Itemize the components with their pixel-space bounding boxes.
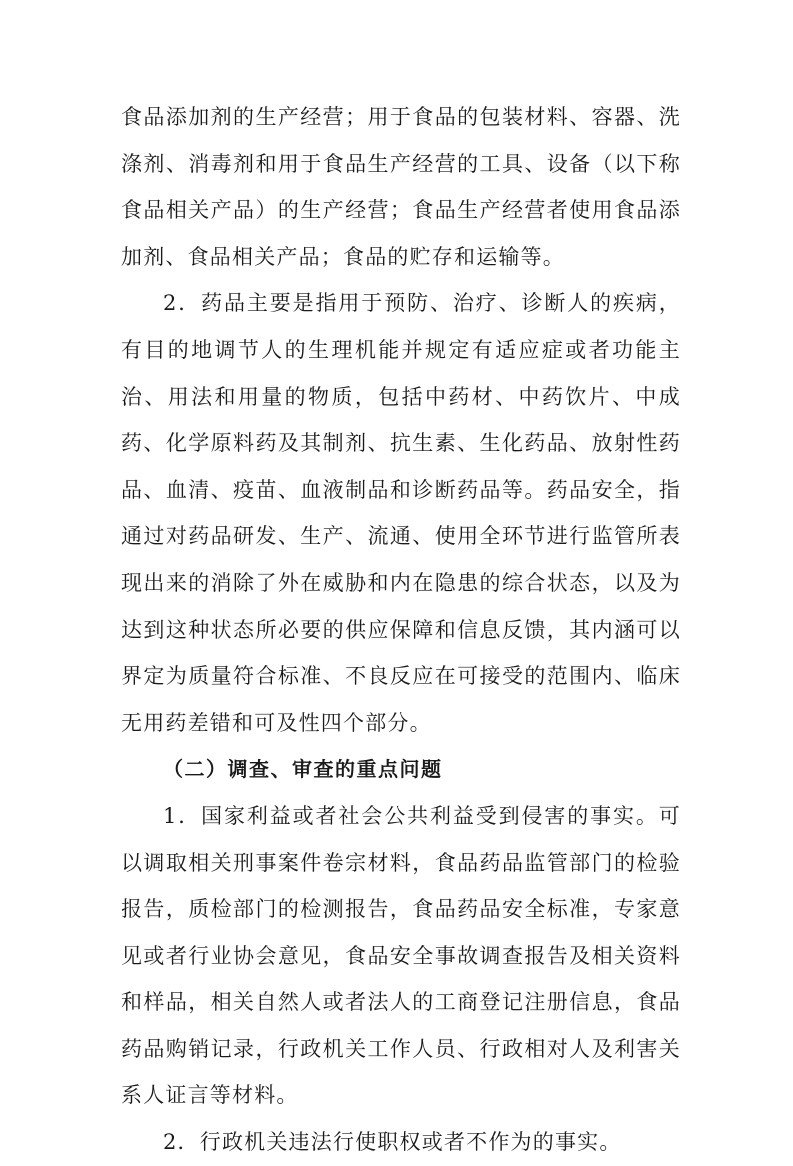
paragraph-public-interest: 1．国家利益或者社会公共利益受到侵害的事实。可以调取相关刑事案件卷宗材料，食品药品监管部门的检验报告，质检部门的检测报告，食品药品安全标准，专家意见或者行业协会意见，食品安全事故调查报告及相关资料和样品，相关自然人或者法人的工商登记注册信息，食品药品购销记录，行政机关工作人员、行政相对人及利害关系人证言等材料。 bbox=[121, 803, 681, 1108]
paragraph-illegal-exercise: 2．行政机关违法行使职权或者不作为的事实。 bbox=[163, 1130, 622, 1155]
document-body bbox=[121, 94, 681, 1166]
paragraph-continuation: 食品添加剂的生产经营；用于食品的包装材料、容器、洗涤剂、消毒剂和用于食品生产经营的工具、设备（以下称食品相关产品）的生产经营；食品生产经营者使用食品添加剂、食品相关产品；食品的贮存和运输等。 bbox=[121, 105, 681, 269]
section-heading: （二）调查、审查的重点问题 bbox=[163, 757, 443, 782]
paragraph-drug-definition: 2．药品主要是指用于预防、治疗、诊断人的疾病，有目的地调节人的生理机能并规定有适应症或者功能主治、用法和用量的物质，包括中药材、中药饮片、中成药、化学原料药及其制剂、抗生素、生化药品、放射性药品、血清、疫苗、血液制品和诊断药品等。药品安全，指通过对药品研发、生产、流通、使用全环节进行监管所表现出来的消除了外在威胁和内在隐患的综合状态，以及为达到这种状态所必要的供应保障和信息反馈，其内涵可以界定为质量符合标准、不良反应在可接受的范围内、临床无用药差错和可及性四个部分。 bbox=[121, 291, 681, 735]
